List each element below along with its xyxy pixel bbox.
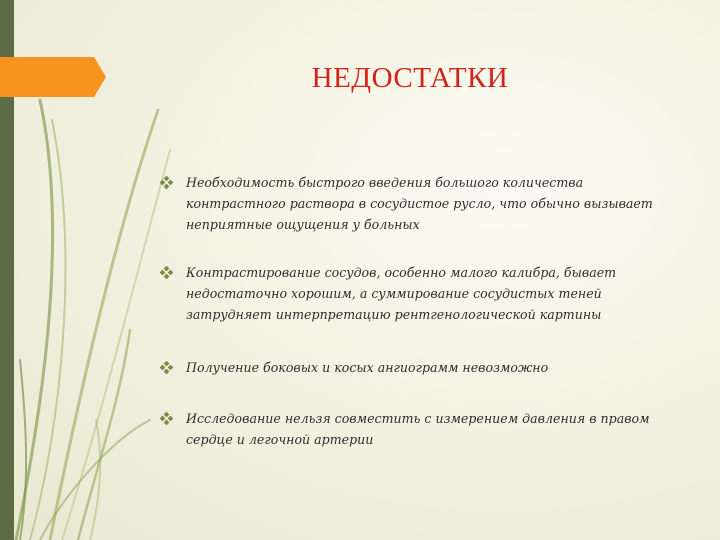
title-tab-shape bbox=[0, 57, 106, 97]
bullet-list bbox=[160, 172, 680, 450]
diamond-bullet-icon bbox=[160, 361, 174, 375]
bullet-line: Контрастирование сосудов, особенно малого калибра, бывает bbox=[186, 265, 617, 280]
bullet-item bbox=[160, 262, 680, 325]
diamond-bullet-icon bbox=[160, 412, 174, 426]
bullet-item bbox=[160, 172, 680, 235]
bullet-line: неприятные ощущения у больных bbox=[186, 217, 420, 232]
bullet-line: недостаточно хорошим, а суммирование сосудистых теней bbox=[186, 286, 602, 301]
bullet-line: сердце и легочной артерии bbox=[186, 432, 374, 447]
bullet-item bbox=[160, 357, 680, 378]
bullet-item bbox=[160, 408, 680, 450]
slide-title: НЕДОСТАТКИ bbox=[311, 62, 509, 94]
bullet-line: затрудняет интерпретацию рентгенологической картины bbox=[186, 307, 602, 322]
bullet-line: контрастного раствора в сосудистое русло, что обычно вызывает bbox=[186, 196, 653, 211]
bullet-line: Исследование нельзя совместить с измерением давления в правом bbox=[186, 411, 650, 426]
diamond-bullet-icon bbox=[160, 266, 174, 280]
title-accent-tab bbox=[0, 57, 106, 97]
bullet-line: Получение боковых и косых ангиограмм невозможно bbox=[186, 360, 549, 375]
bullet-line: Необходимость быстрого введения большого количества bbox=[186, 175, 584, 190]
diamond-bullet-icon bbox=[160, 176, 174, 190]
